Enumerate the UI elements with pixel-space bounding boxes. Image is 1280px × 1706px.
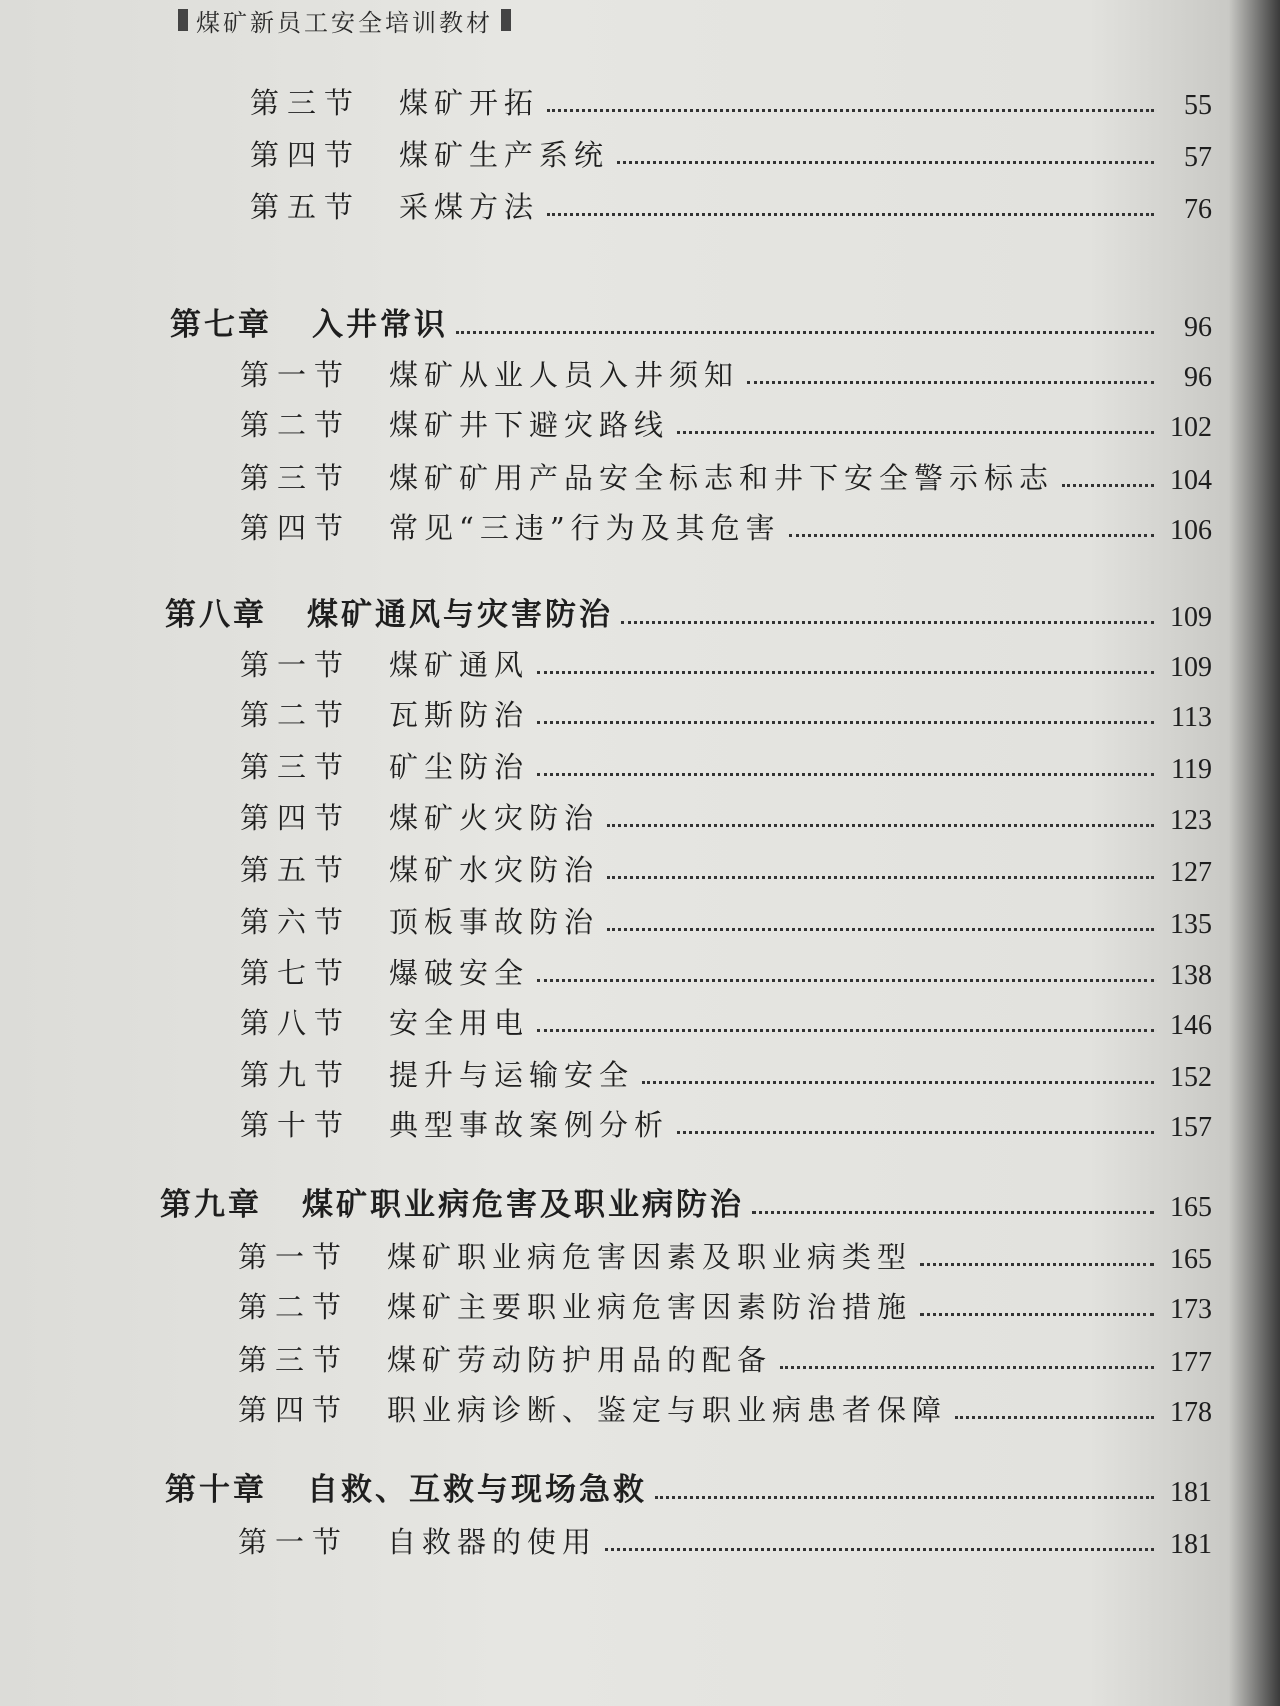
dot-leader: [547, 213, 1154, 216]
toc-entry-title: 采煤方法: [399, 190, 540, 224]
toc-entry-page: 178: [1170, 1397, 1212, 1428]
toc-entry-title: 爆破安全: [389, 956, 530, 990]
dot-leader: [537, 773, 1154, 776]
toc-entry-page: 157: [1170, 1112, 1212, 1143]
toc-entry-title: 安全用电: [389, 1006, 530, 1040]
toc-entry-title: 职业病诊断、鉴定与职业病患者保障: [387, 1393, 948, 1427]
toc-entry-title: 煤矿矿用产品安全标志和井下安全警示标志: [389, 461, 1055, 495]
toc-chapter-row: [165, 1465, 1212, 1509]
dot-leader: [456, 331, 1154, 334]
toc-section-row: [240, 503, 1212, 547]
toc-entry-label: 第一节: [240, 358, 352, 392]
toc-entry-page: 173: [1170, 1294, 1212, 1325]
toc-entry-label: 第十章: [165, 1472, 267, 1508]
toc-entry-title: 煤矿水灾防治: [389, 853, 600, 887]
toc-entry-label: 第一节: [238, 1525, 350, 1559]
dot-leader: [607, 876, 1154, 879]
toc-entry-title: 入井常识: [312, 307, 448, 343]
toc-section-row: [250, 182, 1212, 226]
toc-entry-title: 典型事故案例分析: [389, 1108, 670, 1142]
dot-leader: [677, 431, 1154, 434]
toc-entry-page: 181: [1170, 1529, 1212, 1560]
toc-entry-page: 181: [1170, 1477, 1212, 1508]
toc-entry-label: 第三节: [238, 1343, 350, 1377]
toc-section-row: [240, 845, 1212, 889]
dot-leader: [617, 161, 1154, 164]
toc-entry-page: 76: [1184, 194, 1212, 225]
toc-section-row: [240, 948, 1212, 992]
dot-leader: [642, 1081, 1154, 1084]
toc-entry-label: 第十节: [240, 1108, 352, 1142]
dot-leader: [547, 109, 1154, 112]
toc-entry-page: 127: [1170, 857, 1212, 888]
toc-chapter-row: [160, 1180, 1212, 1224]
toc-section-row: [240, 350, 1212, 394]
toc-entry-title: 煤矿生产系统: [399, 138, 610, 172]
toc-entry-page: 146: [1170, 1010, 1212, 1041]
toc-section-row: [238, 1232, 1212, 1276]
dot-leader: [537, 671, 1154, 674]
toc-entry-label: 第九章: [160, 1187, 262, 1223]
toc-chapter-row: [170, 300, 1212, 344]
toc-section-row: [240, 690, 1212, 734]
dot-leader: [605, 1548, 1154, 1551]
toc-entry-page: 102: [1170, 412, 1212, 443]
toc-entry-page: 138: [1170, 960, 1212, 991]
toc-section-row: [240, 1100, 1212, 1144]
book-title: 煤矿新员工安全培训教材: [196, 8, 493, 37]
toc-section-row: [238, 1335, 1212, 1379]
dot-leader: [752, 1211, 1154, 1214]
dot-leader: [747, 381, 1154, 384]
toc-entry-page: 165: [1170, 1192, 1212, 1223]
toc-entry-page: 123: [1170, 805, 1212, 836]
dot-leader: [1062, 484, 1154, 487]
toc-entry-label: 第七章: [170, 307, 272, 343]
dot-leader: [655, 1496, 1154, 1499]
dot-leader: [607, 824, 1154, 827]
dot-leader: [537, 1029, 1154, 1032]
dot-leader: [920, 1263, 1154, 1266]
dot-leader: [789, 534, 1154, 537]
toc-section-row: [240, 640, 1212, 684]
toc-section-row: [240, 793, 1212, 837]
toc-entry-label: 第一节: [240, 648, 352, 682]
toc-entry-title: 瓦斯防治: [389, 698, 530, 732]
toc-entry-page: 165: [1170, 1244, 1212, 1275]
toc-entry-label: 第三节: [250, 86, 362, 120]
toc-section-row: [238, 1282, 1212, 1326]
dot-leader: [780, 1366, 1154, 1369]
toc-entry-label: 第四节: [250, 138, 362, 172]
toc-entry-title: 煤矿通风: [389, 648, 530, 682]
toc-entry-label: 第四节: [240, 801, 352, 835]
toc-entry-title: 煤矿从业人员入井须知: [389, 358, 740, 392]
toc-section-row: [240, 453, 1212, 497]
toc-entry-page: 119: [1171, 754, 1212, 785]
toc-entry-title: 顶板事故防治: [389, 905, 600, 939]
toc-entry-title: 提升与运输安全: [389, 1058, 635, 1092]
toc-entry-label: 第九节: [240, 1058, 352, 1092]
toc-section-row: [250, 130, 1212, 174]
dot-leader: [955, 1416, 1154, 1419]
toc-entry-title: 煤矿劳动防护用品的配备: [387, 1343, 773, 1377]
toc-entry-label: 第三节: [240, 750, 352, 784]
toc-entry-page: 55: [1184, 90, 1212, 121]
toc-entry-label: 第七节: [240, 956, 352, 990]
toc-entry-label: 第六节: [240, 905, 352, 939]
toc-entry-label: 第四节: [238, 1393, 350, 1427]
dot-leader: [621, 621, 1154, 624]
toc-entry-page: 135: [1170, 909, 1212, 940]
toc-chapter-row: [165, 590, 1212, 634]
toc-entry-page: 106: [1170, 515, 1212, 546]
toc-entry-title: 煤矿开拓: [399, 86, 540, 120]
dot-leader: [607, 928, 1154, 931]
toc-entry-title: 自救器的使用: [387, 1525, 598, 1559]
toc-section-row: [238, 1517, 1212, 1561]
toc-entry-label: 第二节: [240, 698, 352, 732]
toc-entry-page: 104: [1170, 465, 1212, 496]
toc-entry-page: 96: [1184, 312, 1212, 343]
toc-entry-label: 第五节: [250, 190, 362, 224]
toc-section-row: [240, 1050, 1212, 1094]
toc-entry-page: 109: [1170, 652, 1212, 683]
toc-entry-title: 自救、互救与现场急救: [307, 1472, 647, 1508]
toc-entry-label: 第一节: [238, 1240, 350, 1274]
toc-section-row: [250, 78, 1212, 122]
toc-section-row: [238, 1385, 1212, 1429]
toc-entry-label: 第八节: [240, 1006, 352, 1040]
toc-entry-title: 常见“三违”行为及其危害: [389, 511, 781, 545]
toc-entry-label: 第五节: [240, 853, 352, 887]
toc-entry-page: 96: [1184, 362, 1212, 393]
toc-entry-page: 113: [1171, 702, 1212, 733]
toc-entry-label: 第三节: [240, 461, 352, 495]
toc-entry-label: 第二节: [238, 1290, 350, 1324]
toc-section-row: [240, 400, 1212, 444]
dot-leader: [537, 721, 1154, 724]
toc-entry-title: 矿尘防治: [389, 750, 530, 784]
toc-entry-label: 第二节: [240, 408, 352, 442]
toc-entry-title: 煤矿职业病危害及职业病防治: [302, 1187, 744, 1223]
toc-entry-title: 煤矿井下避灾路线: [389, 408, 670, 442]
dot-leader: [677, 1131, 1154, 1134]
dot-leader: [537, 979, 1154, 982]
toc-entry-title: 煤矿主要职业病危害因素防治措施: [387, 1290, 913, 1324]
toc-section-row: [240, 998, 1212, 1042]
toc-entry-title: 煤矿职业病危害因素及职业病类型: [387, 1240, 913, 1274]
toc-entry-page: 177: [1170, 1347, 1212, 1378]
toc-entry-title: 煤矿通风与灾害防治: [307, 597, 613, 633]
toc-section-row: [240, 742, 1212, 786]
toc-entry-page: 152: [1170, 1062, 1212, 1093]
toc-section-row: [240, 897, 1212, 941]
toc-entry-page: 109: [1170, 602, 1212, 633]
dot-leader: [920, 1313, 1154, 1316]
toc-entry-page: 57: [1184, 142, 1212, 173]
toc-entry-label: 第四节: [240, 511, 352, 545]
toc-entry-label: 第八章: [165, 597, 267, 633]
toc-entry-title: 煤矿火灾防治: [389, 801, 600, 835]
